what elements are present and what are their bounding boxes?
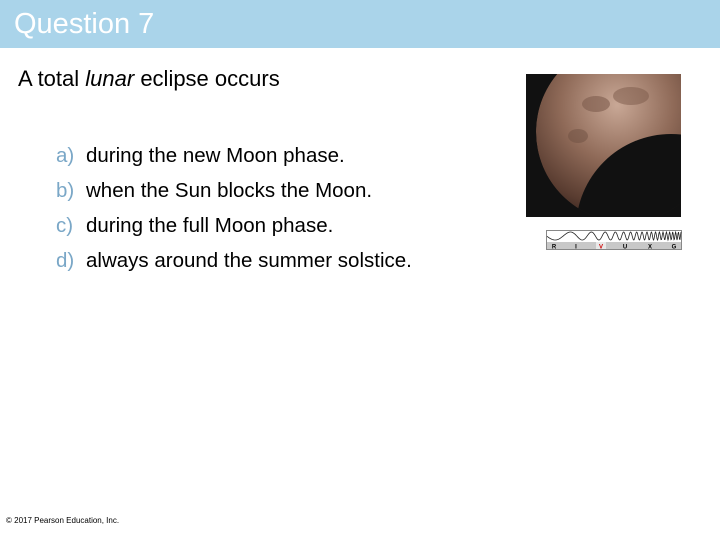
choice-c[interactable] (56, 208, 412, 243)
choice-letter: d) (56, 249, 75, 272)
choice-d[interactable] (56, 243, 412, 278)
choice-letter: b) (56, 179, 75, 202)
band-label-r: R (551, 244, 557, 250)
question-text (18, 64, 280, 94)
moon-illustration (526, 74, 681, 217)
question-emphasis: lunar (85, 66, 135, 91)
choice-letter: a) (56, 144, 75, 167)
band-label-u: U (622, 244, 628, 250)
band-label-v: V (598, 244, 604, 250)
choice-b[interactable] (56, 173, 412, 208)
answer-choices (56, 138, 412, 278)
spectrum-band-indicator (546, 230, 682, 250)
choice-text: during the new Moon phase. (86, 144, 345, 167)
choice-letter: c) (56, 214, 74, 237)
question-suffix: eclipse occurs (134, 66, 280, 91)
band-label-x: X (647, 244, 653, 250)
lunar-eclipse-image (526, 74, 681, 217)
choice-text: during the full Moon phase. (86, 214, 334, 237)
slide-title: Question 7 (14, 8, 155, 40)
choice-a[interactable] (56, 138, 412, 173)
band-label-g: G (671, 244, 677, 250)
choice-text: always around the summer solstice. (86, 249, 412, 272)
copyright-footer: © 2017 Pearson Education, Inc. (6, 516, 120, 525)
choice-text: when the Sun blocks the Moon. (86, 179, 373, 202)
title-bar (0, 0, 720, 48)
question-prefix: A total (18, 66, 86, 91)
band-label-i: I (575, 244, 577, 250)
